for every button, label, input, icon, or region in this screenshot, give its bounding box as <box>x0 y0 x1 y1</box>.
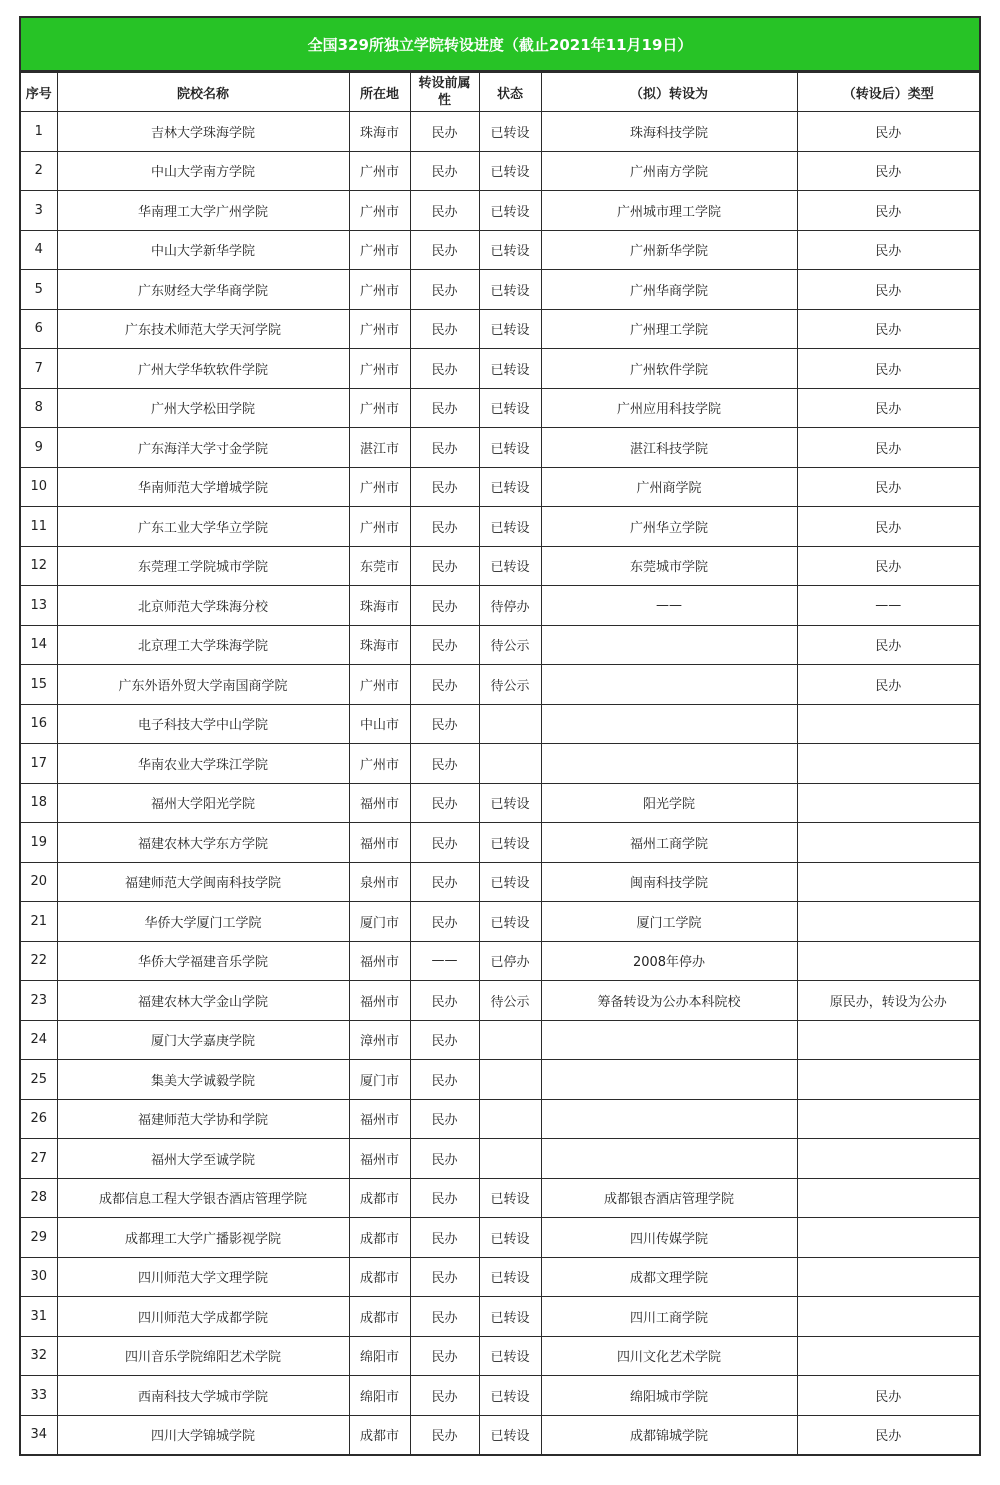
cell-city: 广州市 <box>349 349 410 389</box>
table-row <box>21 428 979 468</box>
cell-status: 已停办 <box>479 941 541 981</box>
cell-status: 已转设 <box>479 1415 541 1454</box>
cell-college-name: 四川大学锦城学院 <box>57 1415 349 1454</box>
cell-original-type: 民办 <box>410 1297 479 1337</box>
cell-college-name: 吉林大学珠海学院 <box>57 112 349 152</box>
cell-new-name: 福州工商学院 <box>541 823 797 863</box>
cell-college-name: 中山大学南方学院 <box>57 151 349 191</box>
cell-city: 成都市 <box>349 1257 410 1297</box>
cell-city: 东莞市 <box>349 546 410 586</box>
cell-new-name <box>541 1020 797 1060</box>
cell-index: 2 <box>21 151 57 191</box>
cell-status: 已转设 <box>479 388 541 428</box>
cell-new-name <box>541 1099 797 1139</box>
col-header-new-name: （拟）转设为 <box>541 73 797 112</box>
cell-city: 绵阳市 <box>349 1336 410 1376</box>
cell-new-type <box>797 1020 979 1060</box>
table-row <box>21 744 979 784</box>
cell-original-type: 民办 <box>410 1257 479 1297</box>
cell-city: 福州市 <box>349 783 410 823</box>
cell-city: 珠海市 <box>349 586 410 626</box>
cell-city: 广州市 <box>349 467 410 507</box>
cell-new-name <box>541 665 797 705</box>
cell-college-name: 福建师范大学协和学院 <box>57 1099 349 1139</box>
cell-original-type: 民办 <box>410 1139 479 1179</box>
cell-new-name: 筹备转设为公办本科院校 <box>541 981 797 1021</box>
col-header-name: 院校名称 <box>57 73 349 112</box>
cell-status: 已转设 <box>479 349 541 389</box>
table-row <box>21 862 979 902</box>
cell-original-type: 民办 <box>410 546 479 586</box>
cell-new-type: 民办 <box>797 665 979 705</box>
cell-index: 22 <box>21 941 57 981</box>
table-row <box>21 902 979 942</box>
cell-index: 27 <box>21 1139 57 1179</box>
cell-new-name: 成都锦城学院 <box>541 1415 797 1454</box>
cell-index: 19 <box>21 823 57 863</box>
cell-new-type <box>797 744 979 784</box>
cell-college-name: 四川师范大学文理学院 <box>57 1257 349 1297</box>
cell-college-name: 集美大学诚毅学院 <box>57 1060 349 1100</box>
table-row <box>21 349 979 389</box>
cell-original-type: 民办 <box>410 151 479 191</box>
cell-original-type: 民办 <box>410 625 479 665</box>
cell-city: 福州市 <box>349 1139 410 1179</box>
cell-new-name: 广州华立学院 <box>541 507 797 547</box>
cell-new-name: 四川文化艺术学院 <box>541 1336 797 1376</box>
cell-status: 已转设 <box>479 783 541 823</box>
cell-new-type: 民办 <box>797 349 979 389</box>
cell-city: 湛江市 <box>349 428 410 468</box>
table-title <box>21 18 979 72</box>
cell-status: 已转设 <box>479 1178 541 1218</box>
cell-college-name: 华侨大学福建音乐学院 <box>57 941 349 981</box>
cell-college-name: 福建农林大学东方学院 <box>57 823 349 863</box>
cell-index: 33 <box>21 1376 57 1416</box>
cell-index: 23 <box>21 981 57 1021</box>
cell-college-name: 中山大学新华学院 <box>57 230 349 270</box>
header-row <box>21 73 979 112</box>
col-header-city: 所在地 <box>349 73 410 112</box>
cell-index: 25 <box>21 1060 57 1100</box>
table-row <box>21 1257 979 1297</box>
cell-city: 福州市 <box>349 1099 410 1139</box>
cell-new-type: 民办 <box>797 151 979 191</box>
cell-status: 已转设 <box>479 546 541 586</box>
cell-original-type: 民办 <box>410 1020 479 1060</box>
table-row <box>21 507 979 547</box>
cell-status <box>479 744 541 784</box>
col-header-new-type: （转设后）类型 <box>797 73 979 112</box>
cell-index: 8 <box>21 388 57 428</box>
cell-new-type <box>797 823 979 863</box>
cell-index: 34 <box>21 1415 57 1454</box>
cell-status: 待公示 <box>479 665 541 705</box>
table-row <box>21 112 979 152</box>
cell-original-type: 民办 <box>410 1060 479 1100</box>
cell-new-type <box>797 902 979 942</box>
cell-city: 福州市 <box>349 823 410 863</box>
cell-city: 成都市 <box>349 1218 410 1258</box>
cell-status: 待停办 <box>479 586 541 626</box>
cell-new-name: 成都文理学院 <box>541 1257 797 1297</box>
col-header-status: 状态 <box>479 73 541 112</box>
cell-status <box>479 1099 541 1139</box>
cell-original-type: 民办 <box>410 704 479 744</box>
cell-original-type: 民办 <box>410 1336 479 1376</box>
cell-city: 珠海市 <box>349 112 410 152</box>
cell-status: 已转设 <box>479 1218 541 1258</box>
table-row <box>21 467 979 507</box>
cell-original-type: 民办 <box>410 112 479 152</box>
cell-status <box>479 704 541 744</box>
cell-city: 福州市 <box>349 941 410 981</box>
cell-college-name: 东莞理工学院城市学院 <box>57 546 349 586</box>
cell-new-name: 阳光学院 <box>541 783 797 823</box>
cell-city: 广州市 <box>349 744 410 784</box>
cell-new-name <box>541 744 797 784</box>
table-row <box>21 981 979 1021</box>
cell-city: 厦门市 <box>349 902 410 942</box>
table-row <box>21 388 979 428</box>
cell-college-name: 北京理工大学珠海学院 <box>57 625 349 665</box>
cell-index: 1 <box>21 112 57 152</box>
cell-new-name: 2008年停办 <box>541 941 797 981</box>
cell-new-type: 民办 <box>797 309 979 349</box>
cell-index: 20 <box>21 862 57 902</box>
cell-index: 30 <box>21 1257 57 1297</box>
cell-new-name: —— <box>541 586 797 626</box>
cell-city: 珠海市 <box>349 625 410 665</box>
cell-new-type <box>797 1297 979 1337</box>
cell-new-type <box>797 1336 979 1376</box>
table-row <box>21 309 979 349</box>
cell-city: 广州市 <box>349 665 410 705</box>
cell-index: 5 <box>21 270 57 310</box>
cell-college-name: 福州大学至诚学院 <box>57 1139 349 1179</box>
cell-status: 待公示 <box>479 625 541 665</box>
cell-college-name: 广东外语外贸大学南国商学院 <box>57 665 349 705</box>
table-row <box>21 1297 979 1337</box>
cell-new-name <box>541 1060 797 1100</box>
cell-new-name: 广州华商学院 <box>541 270 797 310</box>
cell-city: 成都市 <box>349 1415 410 1454</box>
cell-status: 已转设 <box>479 902 541 942</box>
table-row <box>21 586 979 626</box>
cell-index: 15 <box>21 665 57 705</box>
cell-index: 24 <box>21 1020 57 1060</box>
cell-index: 4 <box>21 230 57 270</box>
cell-original-type: 民办 <box>410 744 479 784</box>
cell-status: 已转设 <box>479 309 541 349</box>
cell-status: 已转设 <box>479 112 541 152</box>
cell-new-name: 湛江科技学院 <box>541 428 797 468</box>
cell-status <box>479 1139 541 1179</box>
cell-original-type: 民办 <box>410 665 479 705</box>
cell-status <box>479 1060 541 1100</box>
cell-city: 广州市 <box>349 151 410 191</box>
cell-new-type: —— <box>797 586 979 626</box>
cell-original-type: 民办 <box>410 388 479 428</box>
cell-new-name <box>541 704 797 744</box>
cell-index: 17 <box>21 744 57 784</box>
cell-new-name: 广州新华学院 <box>541 230 797 270</box>
cell-college-name: 华南理工大学广州学院 <box>57 191 349 231</box>
table-row <box>21 1020 979 1060</box>
cell-new-type <box>797 1178 979 1218</box>
cell-index: 6 <box>21 309 57 349</box>
cell-college-name: 电子科技大学中山学院 <box>57 704 349 744</box>
cell-new-type: 民办 <box>797 191 979 231</box>
cell-new-type: 民办 <box>797 270 979 310</box>
cell-college-name: 广州大学松田学院 <box>57 388 349 428</box>
cell-new-type <box>797 1099 979 1139</box>
cell-city: 成都市 <box>349 1297 410 1337</box>
cell-college-name: 北京师范大学珠海分校 <box>57 586 349 626</box>
cell-new-name: 广州商学院 <box>541 467 797 507</box>
cell-status: 已转设 <box>479 428 541 468</box>
cell-city: 中山市 <box>349 704 410 744</box>
col-header-original-type: 转设前属性 <box>410 73 479 112</box>
cell-status: 已转设 <box>479 1336 541 1376</box>
cell-college-name: 西南科技大学城市学院 <box>57 1376 349 1416</box>
cell-status: 已转设 <box>479 1257 541 1297</box>
col-header-index: 序号 <box>21 73 57 112</box>
cell-new-type: 民办 <box>797 230 979 270</box>
cell-original-type: 民办 <box>410 902 479 942</box>
table-row <box>21 230 979 270</box>
table-row <box>21 546 979 586</box>
table-row <box>21 1099 979 1139</box>
cell-city: 广州市 <box>349 507 410 547</box>
cell-original-type: 民办 <box>410 1415 479 1454</box>
cell-index: 14 <box>21 625 57 665</box>
cell-college-name: 成都理工大学广播影视学院 <box>57 1218 349 1258</box>
cell-new-name: 厦门工学院 <box>541 902 797 942</box>
cell-index: 29 <box>21 1218 57 1258</box>
cell-status: 已转设 <box>479 823 541 863</box>
cell-original-type: 民办 <box>410 1099 479 1139</box>
table-row <box>21 1415 979 1454</box>
cell-status: 已转设 <box>479 1376 541 1416</box>
table-row <box>21 665 979 705</box>
cell-new-type <box>797 1257 979 1297</box>
cell-new-name: 四川传媒学院 <box>541 1218 797 1258</box>
cell-status <box>479 1020 541 1060</box>
cell-city: 绵阳市 <box>349 1376 410 1416</box>
cell-index: 16 <box>21 704 57 744</box>
cell-college-name: 福建农林大学金山学院 <box>57 981 349 1021</box>
cell-index: 11 <box>21 507 57 547</box>
cell-new-name: 成都银杏酒店管理学院 <box>541 1178 797 1218</box>
cell-index: 12 <box>21 546 57 586</box>
cell-college-name: 广东海洋大学寸金学院 <box>57 428 349 468</box>
table-row <box>21 625 979 665</box>
cell-status: 已转设 <box>479 507 541 547</box>
cell-new-type: 民办 <box>797 507 979 547</box>
cell-index: 10 <box>21 467 57 507</box>
cell-new-type <box>797 941 979 981</box>
table-row <box>21 1060 979 1100</box>
cell-index: 9 <box>21 428 57 468</box>
table-title-text: 全国329所独立学院转设进度（截止2021年11月19日） <box>307 35 693 54</box>
cell-original-type: —— <box>410 941 479 981</box>
cell-original-type: 民办 <box>410 428 479 468</box>
cell-new-name: 广州城市理工学院 <box>541 191 797 231</box>
cell-original-type: 民办 <box>410 981 479 1021</box>
cell-new-type: 民办 <box>797 1415 979 1454</box>
table-row <box>21 704 979 744</box>
cell-college-name: 福州大学阳光学院 <box>57 783 349 823</box>
table-row <box>21 1178 979 1218</box>
cell-new-type: 原民办，转设为公办 <box>797 981 979 1021</box>
cell-status: 已转设 <box>479 467 541 507</box>
cell-college-name: 福建师范大学闽南科技学院 <box>57 862 349 902</box>
cell-original-type: 民办 <box>410 507 479 547</box>
cell-index: 3 <box>21 191 57 231</box>
cell-city: 广州市 <box>349 309 410 349</box>
cell-index: 28 <box>21 1178 57 1218</box>
table-row <box>21 1139 979 1179</box>
cell-status: 已转设 <box>479 862 541 902</box>
cell-index: 7 <box>21 349 57 389</box>
cell-original-type: 民办 <box>410 309 479 349</box>
cell-index: 21 <box>21 902 57 942</box>
cell-original-type: 民办 <box>410 191 479 231</box>
cell-status: 已转设 <box>479 191 541 231</box>
table-row <box>21 1218 979 1258</box>
cell-original-type: 民办 <box>410 586 479 626</box>
table-row <box>21 151 979 191</box>
cell-new-name: 珠海科技学院 <box>541 112 797 152</box>
cell-status: 待公示 <box>479 981 541 1021</box>
cell-index: 26 <box>21 1099 57 1139</box>
cell-original-type: 民办 <box>410 467 479 507</box>
cell-new-name: 广州南方学院 <box>541 151 797 191</box>
cell-city: 泉州市 <box>349 862 410 902</box>
table-body <box>21 112 979 1455</box>
cell-index: 13 <box>21 586 57 626</box>
cell-city: 漳州市 <box>349 1020 410 1060</box>
cell-new-type <box>797 862 979 902</box>
cell-status: 已转设 <box>479 270 541 310</box>
cell-index: 18 <box>21 783 57 823</box>
table-row <box>21 823 979 863</box>
cell-new-name <box>541 625 797 665</box>
cell-city: 广州市 <box>349 230 410 270</box>
table-row <box>21 1376 979 1416</box>
cell-original-type: 民办 <box>410 783 479 823</box>
cell-college-name: 广东工业大学华立学院 <box>57 507 349 547</box>
cell-city: 成都市 <box>349 1178 410 1218</box>
table-row <box>21 1336 979 1376</box>
cell-status: 已转设 <box>479 1297 541 1337</box>
cell-college-name: 华南农业大学珠江学院 <box>57 744 349 784</box>
cell-new-type: 民办 <box>797 388 979 428</box>
cell-college-name: 华侨大学厦门工学院 <box>57 902 349 942</box>
cell-city: 广州市 <box>349 388 410 428</box>
table-row <box>21 270 979 310</box>
cell-original-type: 民办 <box>410 823 479 863</box>
cell-original-type: 民办 <box>410 1218 479 1258</box>
cell-new-name: 广州理工学院 <box>541 309 797 349</box>
cell-new-type <box>797 783 979 823</box>
cell-new-name: 绵阳城市学院 <box>541 1376 797 1416</box>
cell-new-type: 民办 <box>797 625 979 665</box>
cell-college-name: 四川音乐学院绵阳艺术学院 <box>57 1336 349 1376</box>
cell-city: 广州市 <box>349 191 410 231</box>
cell-city: 广州市 <box>349 270 410 310</box>
cell-original-type: 民办 <box>410 349 479 389</box>
cell-new-name <box>541 1139 797 1179</box>
cell-city: 福州市 <box>349 981 410 1021</box>
table-row <box>21 191 979 231</box>
cell-new-type: 民办 <box>797 546 979 586</box>
cell-college-name: 广州大学华软软件学院 <box>57 349 349 389</box>
cell-college-name: 四川师范大学成都学院 <box>57 1297 349 1337</box>
cell-college-name: 华南师范大学增城学院 <box>57 467 349 507</box>
cell-original-type: 民办 <box>410 862 479 902</box>
cell-new-type <box>797 704 979 744</box>
cell-college-name: 厦门大学嘉庚学院 <box>57 1020 349 1060</box>
cell-new-type <box>797 1139 979 1179</box>
cell-college-name: 广东技术师范大学天河学院 <box>57 309 349 349</box>
cell-college-name: 成都信息工程大学银杏酒店管理学院 <box>57 1178 349 1218</box>
cell-new-type <box>797 1218 979 1258</box>
colleges-table <box>21 72 979 1454</box>
cell-index: 31 <box>21 1297 57 1337</box>
cell-new-type: 民办 <box>797 467 979 507</box>
cell-city: 厦门市 <box>349 1060 410 1100</box>
cell-original-type: 民办 <box>410 230 479 270</box>
cell-original-type: 民办 <box>410 270 479 310</box>
cell-status: 已转设 <box>479 151 541 191</box>
cell-new-type: 民办 <box>797 1376 979 1416</box>
cell-new-name: 闽南科技学院 <box>541 862 797 902</box>
cell-status: 已转设 <box>479 230 541 270</box>
cell-new-name: 广州应用科技学院 <box>541 388 797 428</box>
cell-new-name: 东莞城市学院 <box>541 546 797 586</box>
cell-new-type: 民办 <box>797 112 979 152</box>
table-row <box>21 783 979 823</box>
cell-original-type: 民办 <box>410 1178 479 1218</box>
cell-college-name: 广东财经大学华商学院 <box>57 270 349 310</box>
table-row <box>21 941 979 981</box>
cell-original-type: 民办 <box>410 1376 479 1416</box>
progress-table-sheet <box>19 16 981 1456</box>
cell-new-type: 民办 <box>797 428 979 468</box>
cell-new-name: 广州软件学院 <box>541 349 797 389</box>
cell-index: 32 <box>21 1336 57 1376</box>
cell-new-name: 四川工商学院 <box>541 1297 797 1337</box>
cell-new-type <box>797 1060 979 1100</box>
